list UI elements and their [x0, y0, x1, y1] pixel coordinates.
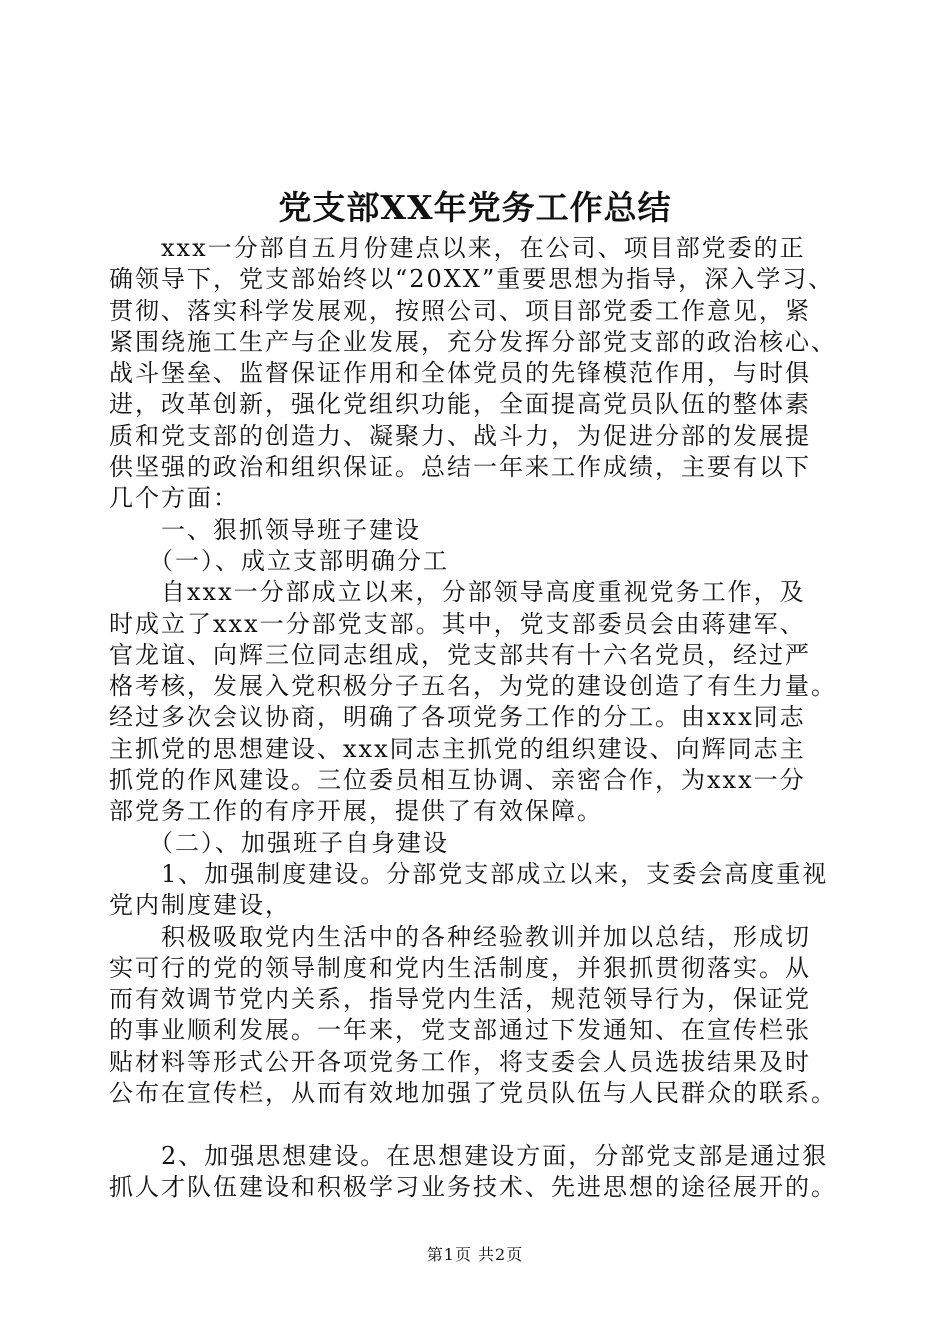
body-line: 2、加强思想建设。在思想建设方面，分部党支部是通过狠 — [109, 1141, 829, 1170]
body-line: 主抓党的思想建设、xxx同志主抓党的组织建设、向辉同志主 — [109, 734, 806, 763]
body-line: 抓人才队伍建设和积极学习业务技术、先进思想的途径展开的。 — [109, 1172, 837, 1201]
body-line: 一、狠抓领导班子建设 — [109, 515, 421, 544]
body-line: 官龙谊、向辉三位同志组成，党支部共有十六名党员，经过严 — [109, 640, 811, 669]
body-line: 进，改革创新，强化党组织功能，全面提高党员队伍的整体素 — [109, 390, 811, 419]
body-line: 而有效调节党内关系，指导党内生活，规范领导行为，保证党 — [109, 985, 811, 1014]
body-line: 贴材料等形式公开各项党务工作，将支委会人员选拔结果及时 — [109, 1047, 811, 1076]
body-line: 战斗堡垒、监督保证作用和全体党员的先锋模范作用，与时俱 — [109, 359, 811, 388]
body-line: 贯彻、落实科学发展观，按照公司、项目部党委工作意见，紧 — [109, 296, 811, 325]
body-line: （一）、成立支部明确分工 — [109, 546, 449, 575]
body-line: 党内制度建设， — [109, 891, 291, 920]
body-line: 公布在宣传栏，从而有效地加强了党员队伍与人民群众的联系。 — [109, 1079, 837, 1108]
body-line: 实可行的党的领导制度和党内生活制度，并狠抓贯彻落实。从 — [109, 953, 811, 982]
body-line: （二）、加强班子自身建设 — [109, 828, 449, 857]
body-line: 时成立了xxx一分部党支部。其中，党支部委员会由蒋建军、 — [109, 609, 806, 638]
body-line: 确领导下，党支部始终以“20XX”重要思想为指导，深入学习、 — [109, 265, 835, 294]
body-line: 几个方面： — [109, 484, 239, 513]
body-line: 的事业顺利发展。一年来，党支部通过下发通知、在宣传栏张 — [109, 1016, 811, 1045]
body-line: 1、加强制度建设。分部党支部成立以来，支委会高度重视 — [109, 859, 829, 888]
body-line: xxx一分部自五月份建点以来，在公司、项目部党委的正 — [109, 234, 806, 262]
body-line: 供坚强的政治和组织保证。总结一年来工作成绩，主要有以下 — [109, 453, 811, 482]
blank-line — [109, 1109, 851, 1140]
body-line: 积极吸取党内生活中的各种经验教训并加以总结，形成切 — [109, 922, 811, 951]
body-line: 自xxx一分部成立以来，分部领导高度重视党务工作，及 — [109, 578, 806, 607]
body-line: 经过多次会议协商，明确了各项党务工作的分工。由xxx同志 — [109, 703, 806, 732]
document-body — [109, 233, 851, 1203]
body-line: 格考核，发展入党积极分子五名，为党的建设创造了有生力量。 — [109, 672, 837, 701]
body-line: 部党务工作的有序开展，提供了有效保障。 — [109, 797, 603, 826]
document-title: 党支部XX年党务工作总结 — [278, 188, 672, 227]
page-footer: 第1页 共2页 — [426, 1245, 524, 1264]
body-line: 质和党支部的创造力、凝聚力、战斗力，为促进分部的发展提 — [109, 421, 811, 450]
body-line: 紧围绕施工生产与企业发展，充分发挥分部党支部的政治核心、 — [109, 327, 837, 356]
body-line: 抓党的作风建设。三位委员相互协调、亲密合作，为xxx一分 — [109, 766, 806, 795]
